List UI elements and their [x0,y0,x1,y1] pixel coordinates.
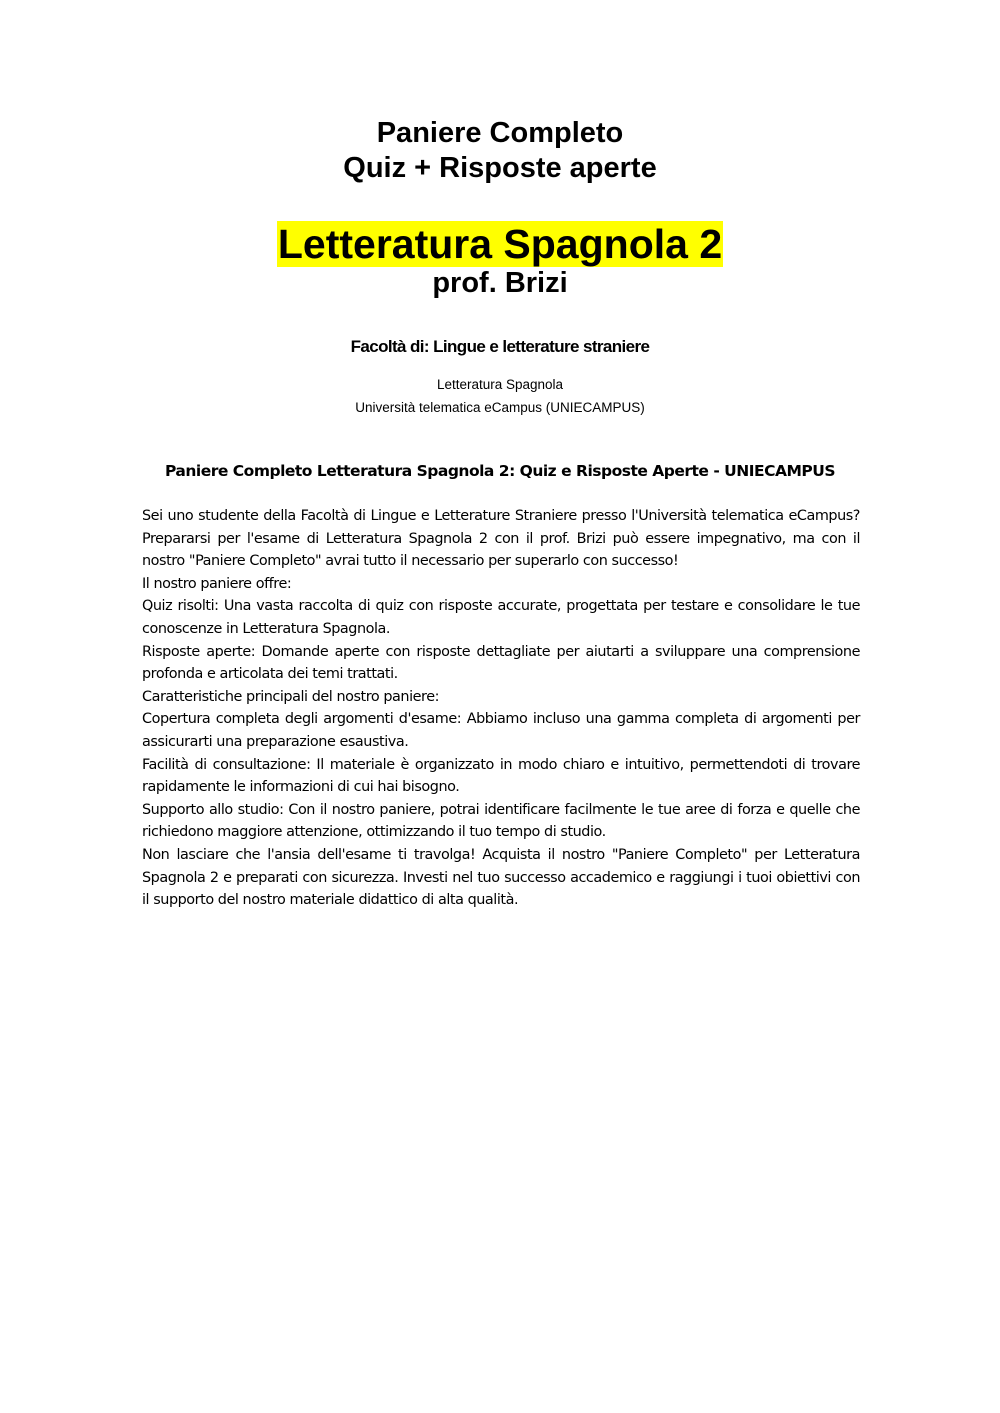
title-line-1: Paniere Completo [376,117,624,149]
paragraph: Facilità di consultazione: Il materiale è organizzato in modo chiaro e intuitivo, permettendoti di trovare rapidamente le informazioni di cui hai bisogno. [142,756,860,796]
body-text [142,505,860,912]
subject-label: Letteratura Spagnola [436,377,564,392]
professor-name: prof. Brizi [432,267,568,299]
paragraph: Caratteristiche principali del nostro paniere: [142,688,439,705]
section-heading: Paniere Completo Letteratura Spagnola 2: Quiz e Risposte Aperte - UNIECAMPUS [164,462,835,480]
paragraph: Sei uno studente della Facoltà di Lingue e Letterature Straniere presso l'Università telematica eCampus? Prepararsi per l'esame di Letteratura Spagnola 2 con il prof. Brizi può essere impegnativo, ma con il nostro "Paniere Completo" avrai tutto il necessario per superarlo con successo! [142,508,860,570]
paragraph: Non lasciare che l'ansia dell'esame ti travolga! Acquista il nostro "Paniere Completo" per Letteratura Spagnola 2 e preparati con sicurezza. Investi nel tuo successo accademico e raggiungi i tuoi obiettivi con il supporto del nostro materiale didattico di alta qualità. [142,846,860,909]
course-title-wrap [0,220,1000,268]
course-title: Letteratura Spagnola 2 [277,221,723,267]
university-label: Università telematica eCampus (UNIECAMPUS) [355,400,645,415]
paragraph: Il nostro paniere offre: [142,575,292,592]
paragraph: Risposte aperte: Domande aperte con risposte dettagliate per aiutarti a sviluppare una comprensione profonda e articolata dei temi trattati. [142,643,860,683]
title-line-2: Quiz + Risposte aperte [343,152,657,184]
paragraph: Quiz risolti: Una vasta raccolta di quiz con risposte accurate, progettata per testare e consolidare le tue conoscenze in Letteratura Spagnola. [142,598,860,637]
faculty-label: Facoltà di: Lingue e letterature straniere [350,337,650,356]
paragraph: Copertura completa degli argomenti d'esame: Abbiamo incluso una gamma completa di argomenti per assicurarti una preparazione esaustiva. [142,711,860,750]
paragraph: Supporto allo studio: Con il nostro paniere, potrai identificare facilmente le tue aree di forza e quelle che richiedono maggiore attenzione, ottimizzando il tuo tempo di studio. [142,801,860,841]
